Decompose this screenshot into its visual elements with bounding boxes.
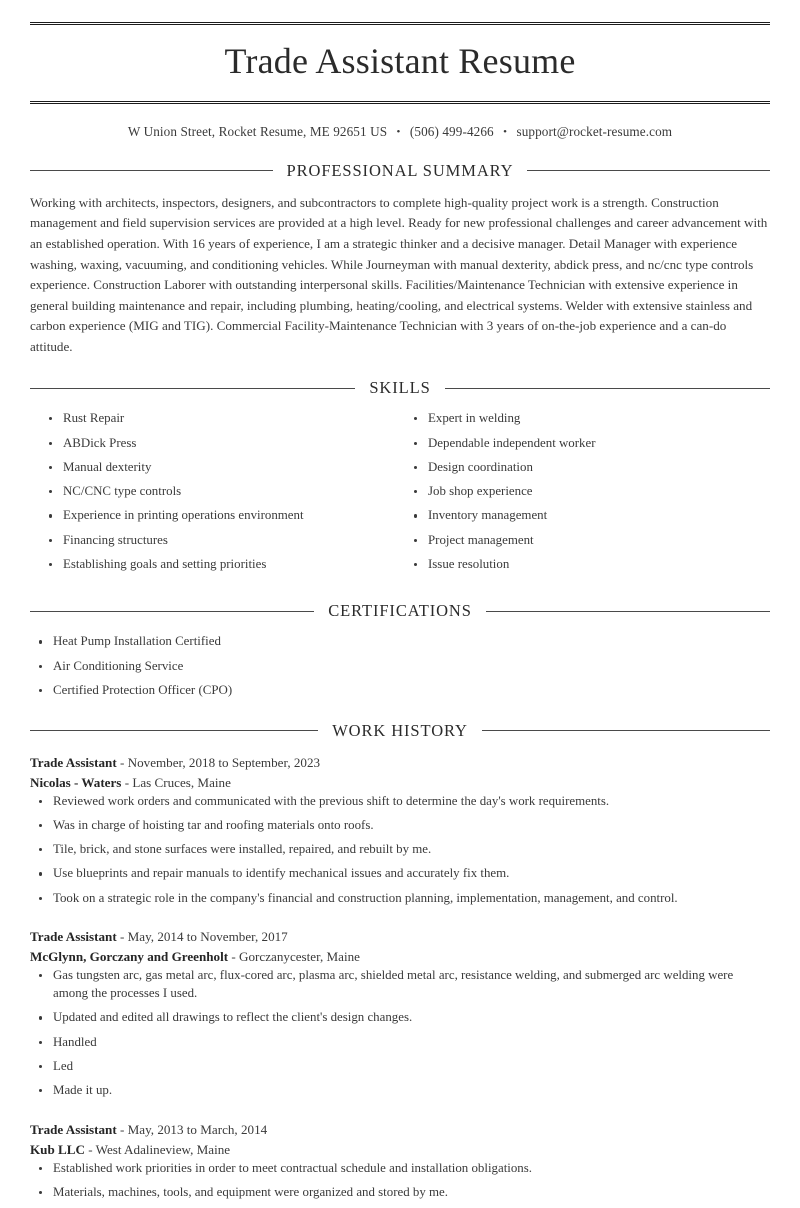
job-bullet-list [30, 967, 770, 1100]
list-item: NC/CNC type controls [40, 483, 405, 501]
list-item: Took on a strategic role in the company's financial and construction planning, implementation, management, and control. [30, 890, 770, 908]
list-item: Dependable independent worker [405, 435, 770, 453]
list-item: Manual dexterity [40, 459, 405, 477]
job-bullet-list [30, 793, 770, 908]
section-rule-left [30, 170, 273, 171]
job-location: West Adalineview, Maine [95, 1141, 231, 1157]
job-location: Gorczanycester, Maine [239, 949, 360, 965]
section-professional-summary [30, 161, 770, 357]
job-dash: - [231, 949, 236, 965]
section-certifications [30, 601, 770, 699]
job-company-line [30, 947, 770, 967]
job-dash: - [119, 929, 125, 945]
job-dash: - [119, 754, 125, 770]
section-title-work-history: WORK HISTORY [332, 720, 468, 740]
skills-list-left [40, 410, 405, 580]
skills-columns [30, 410, 770, 580]
job-role: Trade Assistant [30, 929, 117, 945]
list-item: Project management [405, 532, 770, 550]
list-item: Job shop experience [405, 483, 770, 501]
list-item: Expert in welding [405, 410, 770, 428]
job-company: McGlynn, Gorczany and Greenholt [30, 949, 229, 965]
contact-email: support@rocket-resume.com [516, 123, 673, 139]
job-dates: November, 2018 to September, 2023 [127, 754, 321, 770]
job-bullet-list [30, 1160, 770, 1202]
list-item: ABDick Press [40, 435, 405, 453]
list-item: Gas tungsten arc, gas metal arc, flux-cored arc, plasma arc, shielded metal arc, resistance welding, and submerged arc welding were among the processes I used. [30, 967, 770, 1003]
job-dates: May, 2013 to March, 2014 [127, 1122, 268, 1138]
job-company: Kub LLC [30, 1141, 85, 1157]
list-item: Inventory management [405, 507, 770, 525]
job-dash: - [124, 774, 130, 790]
list-item: Established work priorities in order to meet contractual schedule and installation obligations. [30, 1160, 770, 1178]
resume-header [30, 22, 770, 140]
job-dash: - [119, 1122, 125, 1138]
list-item: Issue resolution [405, 556, 770, 574]
contact-phone: (506) 499-4266 [409, 123, 494, 139]
job-company-line [30, 1140, 770, 1160]
section-rule-right [445, 388, 770, 389]
job-dash: - [88, 1141, 93, 1157]
section-rule-left [30, 611, 314, 612]
contact-info [30, 104, 770, 140]
list-item: Design coordination [405, 459, 770, 477]
section-title-summary: PROFESSIONAL SUMMARY [286, 160, 514, 180]
section-header-summary [30, 161, 770, 181]
list-item: Was in charge of hoisting tar and roofing materials onto roofs. [30, 817, 770, 835]
list-item: Use blueprints and repair manuals to identify mechanical issues and accurately fix them. [30, 865, 770, 883]
list-item: Reviewed work orders and communicated with the previous shift to determine the day's work requirements. [30, 793, 770, 811]
section-header-work-history [30, 721, 770, 741]
job-location: Las Cruces, Maine [132, 774, 231, 790]
contact-address: W Union Street, Rocket Resume, ME 92651 US [127, 123, 388, 139]
skills-list-right [405, 410, 770, 580]
job-role: Trade Assistant [30, 754, 117, 770]
job-company-line [30, 773, 770, 793]
list-item: Establishing goals and setting priorities [40, 556, 405, 574]
work-history-entry [30, 927, 770, 1100]
work-history-entry [30, 753, 770, 908]
list-item: Rust Repair [40, 410, 405, 428]
section-rule-left [30, 730, 318, 731]
list-item: Air Conditioning Service [30, 658, 770, 676]
job-role-line [30, 1120, 770, 1140]
list-item: Certified Protection Officer (CPO) [30, 682, 770, 700]
contact-separator-1: • [396, 125, 401, 138]
job-role-line [30, 927, 770, 947]
section-rule-right [482, 730, 770, 731]
section-header-certifications [30, 601, 770, 621]
section-rule-right [527, 170, 770, 171]
section-skills [30, 378, 770, 580]
job-company: Nicolas - Waters [30, 774, 122, 790]
certifications-list [30, 633, 770, 699]
list-item: Materials, machines, tools, and equipment were organized and stored by me. [30, 1184, 770, 1202]
work-history-entry [30, 1120, 770, 1202]
section-rule-right [486, 611, 770, 612]
list-item: Tile, brick, and stone surfaces were installed, repaired, and rebuilt by me. [30, 841, 770, 859]
page-title: Trade Assistant Resume [224, 41, 576, 81]
list-item: Handled [30, 1034, 770, 1052]
job-role: Trade Assistant [30, 1122, 117, 1138]
job-dates: May, 2014 to November, 2017 [127, 929, 288, 945]
section-title-skills: SKILLS [369, 378, 431, 398]
list-item: Heat Pump Installation Certified [30, 633, 770, 651]
list-item: Experience in printing operations environment [40, 507, 405, 525]
job-role-line [30, 753, 770, 773]
list-item: Made it up. [30, 1082, 770, 1100]
section-rule-left [30, 388, 355, 389]
resume-page [0, 22, 800, 1202]
list-item: Led [30, 1058, 770, 1076]
section-work-history [30, 721, 770, 1202]
section-title-certifications: CERTIFICATIONS [328, 601, 472, 621]
summary-paragraph: Working with architects, inspectors, designers, and subcontractors to complete high-quality project work is a strength. Construction management and field supervision services are provided at a high level. Ready for new professional challenges and career advancement with an established operation. With 16 years of experience, I am a strategic thinker and a decisive manager. Detail Manager with experience washing, waxing, vacuuming, and conditioning vehicles. While Journeyman with manual dexterity, abdick press, and nc/cnc type controls experience. Construction Laborer with outstanding interpersonal skills. Facilities/Maintenance Technician with extensive experience in general building maintenance and repair, including plumbing, heating/cooling, and electrical systems. Welder with extensive stainless and carbon experience (MIG and TIG). Commercial Facility-Maintenance Technician with 3 years of on-the-job experience and a can-do attitude. [30, 194, 768, 354]
list-item: Financing structures [40, 532, 405, 550]
list-item: Updated and edited all drawings to reflect the client's design changes. [30, 1009, 770, 1027]
contact-separator-2: • [503, 125, 508, 138]
section-header-skills [30, 378, 770, 398]
